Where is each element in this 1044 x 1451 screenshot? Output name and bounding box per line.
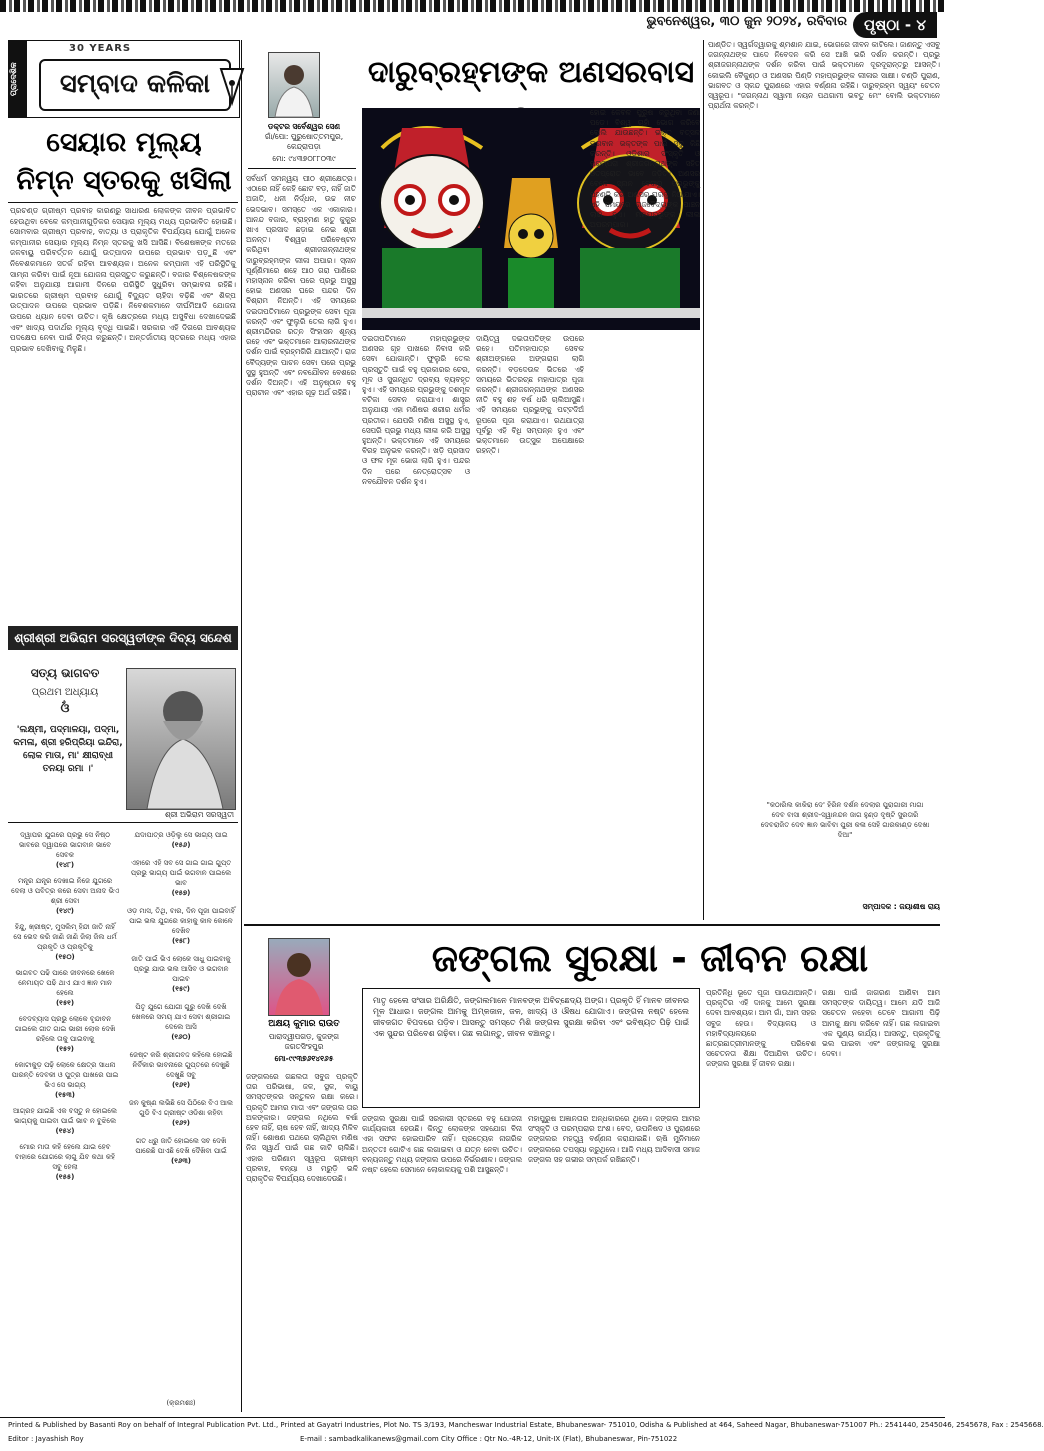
left-article-body: ପ୍ରଚଣ୍ଡ ଗ୍ରୀଷ୍ମ ପ୍ରବାହ କାରଣରୁ ସାଧାରଣ ଲୋକଙ୍କ ଜୀବନ ପ୍ରଭାବିତ ହେଉଥିବା ବେଳେ କମ୍ପାନୀଗୁଡ଼ିକର ସେୟାର ମୂଲ୍ୟ ମଧ୍ୟ ପ୍ରଭାବିତ ହୋଇଛି। ସୋମବାର ଗ୍ରୀଷ୍ମ ପ୍ରବାହ, ବାତ୍ୟା ଓ ପ୍ରାକୃତିକ ବିପର୍ଯ୍ୟୟ ଯୋଗୁଁ ଅନେକ କମ୍ପାନୀର ସେୟାର ମୂଲ୍ୟ ନିମ୍ନ ସ୍ତରକୁ ଖସି ଆସିଛି। ବିଶେଷଜ୍ଞଙ୍କ ମତରେ ଜଳବାୟୁ ପରିବର୍ତ୍ତନ ଯୋଗୁଁ ଉତ୍ପାଦନ ଉପରେ ପ୍ରଭାବ ପଡ଼ୁଛି ଏବଂ ନିବେଶକମାନେ ସତର୍କ ରହିବା ଆବଶ୍ୟକ। ଅନେକ କମ୍ପାନୀ ଏହି ପରିସ୍ଥିତିକୁ ସାମ୍ନା କରିବା ପାଇଁ ନୂଆ ଯୋଜନା ପ୍ରସ୍ତୁତ କରୁଛନ୍ତି। ବଜାର ବିଶ୍ଳେଷକଙ୍କ କହିବା ଅନୁଯାୟୀ ଆଗାମୀ ଦିନରେ ପରିସ୍ଥିତି ସୁଧୁରିବା ସମ୍ଭାବନା ରହିଛି। ଭାରତରେ ଗ୍ରୀଷ୍ମ ପ୍ରବାହ ଯୋଗୁଁ ବିଦ୍ୟୁତ ଚାହିଦା ବଢ଼ିଛି ଏବଂ ଶିଳ୍ପ ଉତ୍ପାଦନ ଉପରେ ପ୍ରଭାବ ପଡ଼ିଛି। ନିବେଶକମାନେ ଦୀର୍ଘମିଆଦି ଯୋଜନା ଉପରେ ଧ୍ୟାନ ଦେବା ଉଚିତ। କୃଷି କ୍ଷେତ୍ରରେ ମଧ୍ୟ ଅସୁବିଧା ଦେଖାଦେଇଛି ଏବଂ ଖାଦ୍ୟ ପଦାର୍ଥର ମୂଲ୍ୟ ବୃଦ୍ଧି ପାଇଛି। ସରକାର ଏହି ଦିଗରେ ଆବଶ୍ୟକ ପଦକ୍ଷେପ ନେବା ପାଇଁ ଚିନ୍ତା କରୁଛନ୍ତି। ଅନ୍ତର୍ଜାତୀୟ ସ୍ତରରେ ମଧ୍ୟ ଏହାର ପ୍ରଭାବ ଦେଖିବାକୁ ମିଳୁଛି।: [10, 206, 236, 353]
sermon-footnote: (କ୍ରମଶଃ): [166, 1399, 196, 1407]
verses-right-column: [126, 830, 236, 1174]
footer-contact: E-mail : sambadkalikanews@gmail.com City Office : Qtr No.-4R-12, Unit-IX (Flat), Bhubaneswar, Pin-751022: [300, 1435, 678, 1443]
sermon-title: ସତ୍ୟ ଭାଗବତ: [30, 666, 100, 680]
portrait-silhouette-icon: [269, 939, 329, 1015]
saint-photo-caption: ଶ୍ରୀ ଅଭିରାମ ସରସ୍ୱତୀ: [164, 810, 234, 819]
author-phone: ମୋ: ୯୪୩୭୦୮୮୦୩୯: [272, 154, 336, 163]
verses-left-column: [10, 830, 120, 1188]
verse: ଓଡ଼ ମାସ, ତିଥି, ବାର, ଦିନ ପୂଜା ପାଇବାହିଁ ପାଇ ଭଲ ଯୁଗରେ କାହାକୁ କାଳ କୋଳେ ଦେଖିବ (୧୫୮): [127, 907, 235, 945]
forest-article-col2: ଜଙ୍ଗଲ ସୁରକ୍ଷା ପାଇଁ ସରକାରୀ ସ୍ତରରେ ବହୁ ଯୋଜନା କାର୍ଯ୍ୟକାରୀ ହେଉଛି। କିନ୍ତୁ ଲୋକଙ୍କ ସହଯୋଗ ବିନା ଏହା ସଫଳ ହୋଇପାରିବ ନାହିଁ। ପ୍ରତ୍ୟେକ ନାଗରିକ ଅନ୍ତତଃ ଗୋଟିଏ ଗଛ ଲଗାଇବା ଓ ଯତ୍ନ ନେବା ଉଚିତ। ବନ୍ୟଜନ୍ତୁ ମଧ୍ୟ ଜଙ୍ଗଲ ଉପରେ ନିର୍ଭରଶୀଳ। ଜଙ୍ଗଲ ନଷ୍ଟ ହେଲେ ସେମାନେ ଲୋକାଳୟକୁ ପଶି ଆସୁଛନ୍ତି।: [362, 1114, 523, 1175]
top-decorative-border: [0, 0, 945, 12]
portrait-silhouette-icon: [127, 669, 235, 809]
forest-author-address: ପାରାଦ୍ୱୀପଗଡ଼, କୁଜଙ୍ଗ: [268, 1032, 340, 1041]
sermon-chapter: ପ୍ରଥମ ଅଧ୍ୟାୟ: [31, 687, 99, 698]
verse: ଜେଷ୍ଟ କରି ଶ୍ରୀଗବଦ୍ଦ କହିଲେ ହୋଇଛି ନିର୍ବିକାର ଭାବନାରେ ଗୁପ୍ତରେ ଦେଖୁଛି ଦେଖୁଛି ସବୁ (୧୬୧): [129, 1051, 233, 1089]
verse: କୋଟାକୁଡ଼ ପଢ଼ି ଲୋକେ କ୍ଷେତ୍ର ସାଧନା ପାରନ୍ତି ଦେବକୀ ଓ ପୁତ୍ର ପାଖରେ ପାଇ ଭିଏ ସେ ଭାଗ୍ୟ (୧୫୩): [11, 1061, 119, 1099]
forest-intro-box: ମାତୃ ହେଲେ ସଂସାର ଅରିକ୍ଷିତି, ଜଙ୍ଗଲମାନେ ମାନବଙ୍କ ଅବିଚ୍ଛେଦ୍ୟ ଅଙ୍ଗ। ପ୍ରକୃତି ହିଁ ମାନବ ଜୀବନର ମୂଳ ଆଧାର। ଜଙ୍ଗଲ ଆମକୁ ଅମ୍ଳଜାନ, ଜଳ, ଖାଦ୍ୟ ଓ ଔଷଧ ଯୋଗାଏ। ଜଙ୍ଗଲ ନଷ୍ଟ ହେଲେ ଜୀବଜଗତ ବିପଦରେ ପଡ଼ିବ। ଆସନ୍ତୁ ସମସ୍ତେ ମିଶି ଜଙ୍ଗଲ ସୁରକ୍ଷା କରିବା ଏବଂ ଭବିଷ୍ୟତ ପିଢ଼ି ପାଇଁ ଏକ ସୁନ୍ଦର ପରିବେଶ ଗଢ଼ିବା। ଗଛ ଲଗାନ୍ତୁ, ଜୀବନ ବଞ୍ଚାନ୍ତୁ।: [362, 988, 700, 1108]
footer: [0, 1417, 1044, 1451]
author-box-rule: [248, 168, 356, 169]
forest-article-col3: ମହାପୁରୁଷ ଅଜ୍ଞାନତାର ଅନ୍ଧକାରରେ ଥିଲେ। ଜଙ୍ଗଲ ଆମର ସଂସ୍କୃତି ଓ ପରମ୍ପରାର ଅଂଶ। ବେଦ, ଉପନିଷଦ ଓ ପୁରାଣରେ ଜଙ୍ଗଲର ମହତ୍ତ୍ୱ ବର୍ଣ୍ଣନା କରାଯାଇଛି। ଋଷି ମୁନିମାନେ ଜଙ୍ଗଲରେ ତପସ୍ୟା କରୁଥିଲେ। ଆଜି ମଧ୍ୟ ଆଦିବାସୀ ସମାଜ ଜଙ୍ଗଲ ସହ ଗଭୀର ସମ୍ପର୍କ ରଖିଛନ୍ତି।: [528, 1114, 700, 1164]
verse: ଗତ ଧ୍ରୁ ଜାତି ହୋଇଲେ ସବ ଦେଖି ପାରେଛି ପାଏଛି ଦେଖି ଦୈଖିବା ପାଇଁ (୧୬୩): [135, 1137, 227, 1165]
verse: ମନ୍ତ୍ର ଯନ୍ତ୍ର ଦେଖାଇ ନିଜେ ଯୁଗରେ ଦେଲା ଓ ପବିତ୍ର କରେ ସେବା ଅନାଦ ଭିଏ ଶ୍ରୀ ସେବା (୧୪୯): [11, 877, 119, 915]
verse: ଆଗ୍ରହ ଯାଇଛି ଏକ ବସ୍ତୁ ନ ହୋଇଲେ ଭାଗ୍ୟକୁ ପାଇବା ପାଇଁ ଭାବ ନ ବୁଝିଲେ (୧୫୪): [12, 1107, 118, 1135]
left-headline-rule: [8, 202, 238, 203]
verse: ଜାତି ପାଇଁ ଭିଏ ଲୋକେ ସାଧୁ ପାଇବାକୁ ପ୍ରଭୁ ଯାଉ ଭଲ ଆସିବ ଓ ଭଗବାନ ପାଇବ (୧୫୯): [131, 955, 231, 993]
verse: ଯଦାପାତ୍ର ଓଡ଼ିଲୁ ସେ ଭାଗ୍ୟ ପାଇ (୧୫୬): [134, 831, 228, 849]
main-article-col2: ଦଇତାପତିମାନେ ମହାପ୍ରଭୁଙ୍କ ଅଣସର ଗୃହ ପାଖରେ ନିବାସ କରି ସେବା ଯୋଗାନ୍ତି। ଫୁଲୁରି ତେଲ ପ୍ରସ୍ତୁତି ପାଇଁ ବହୁ ପ୍ରକାରର ଚେର, ମୂଳ ଓ ସୁଗନ୍ଧିତ ଦ୍ରବ୍ୟ ବ୍ୟବହୃତ ହୁଏ। ଏହି ସମୟରେ ପ୍ରଭୁଙ୍କୁ ଦଶମୂଳ ବଟିକା ସେବନ କରାଯାଏ। ଶାସ୍ତ୍ର ଅନୁଯାୟୀ ଏହା ମଣିଷର ଶରୀର ଧର୍ମର ପ୍ରତୀକ। ଯେପରି ମଣିଷ ଅସୁସ୍ଥ ହୁଏ, ସେପରି ପ୍ରଭୁ ମଧ୍ୟ ଲୀଳା କରି ଅସୁସ୍ଥ ହୁଅନ୍ତି। ଭକ୍ତମାନେ ଏହି ସମୟରେ ବିରହ ଅନୁଭବ କରନ୍ତି। ଖଡ଼ି ପ୍ରସାଦ ଓ ଫଳ ମୂଳ ଭୋଗ ଲାଗି ହୁଏ। ପନ୍ଦର ଦିନ ପରେ ନେତ୍ରୋତ୍ସବ ଓ ନବଯୌବନ ଦର୍ଶନ ହୁଏ।: [362, 334, 470, 486]
sermon-divider: [8, 822, 238, 823]
verse: ଦ୍ୱାପର ଯୁଗରେ ପ୍ରଭୁ ସେ ନିଷ୍ଠ ଭାବରେ ଦ୍ୱାପରେ ଭାଗବାନ ଭାବେ ସେବକ (୧୪୮): [18, 831, 112, 869]
forest-author-photo: [268, 938, 330, 1016]
header-date: ଭୁବନେଶ୍ୱର, ୩୦ ଜୁନ ୨୦୨୪, ରବିବାର: [646, 14, 847, 29]
sermon-invocation: 'ଲକ୍ଷ୍ମୀ, ପଦ୍ମାଳୟା, ପଦ୍ମା, କମଳା, ଶ୍ରୀ ହରିପ୍ରିୟା ଇନ୍ଦିରା, ଲୋକ ମାତା, ମା' କ୍ଷୀରାବ୍ଧୀ ତନୟା ରମା ।': [13, 725, 123, 774]
masthead: [8, 40, 240, 118]
forest-article-col5: ରକ୍ଷା ପାଇଁ ଜାଗରଣ ଆଣିବା ଆମ ସମସ୍ତଙ୍କ ଦାୟିତ୍ୱ। ଆମେ ଯଦି ଆଜି ସଚେତନ ନହେବା ତେବେ ଆଗାମୀ ପିଢ଼ି ଆମକୁ କ୍ଷମା କରିବେ ନାହିଁ। ଗଛ ଲଗାଇବା ଏକ ପୁଣ୍ୟ କାର୍ଯ୍ୟ। ଆସନ୍ତୁ, ପ୍ରକୃତିକୁ ଭଲ ପାଇବା ଏବଂ ଜଙ୍ଗଲକୁ ସୁରକ୍ଷା ଦେବା।: [822, 988, 940, 1059]
main-article-signature: ସମ୍ପାଦକ : ଜୟାଶୀଷ ରାୟ: [862, 902, 940, 911]
forest-author-name: ଅକ୍ଷୟ କୁମାର ରାଉତ: [268, 1019, 340, 1029]
verse: ଏହାରେ ଏହି ସବ ସେ ଗାଇ ଗାଇ ଗୁପ୍ତ ପ୍ରଭୁ ଭାଗ୍ୟ ପାଇଁ ଭଗବାନ ପାଇଲେ ଭାବ (୧୫୭): [130, 859, 232, 897]
main-article-headline: ଦାରୁବ୍ରହ୍ମଙ୍କ ଅଣସରବାସ: [367, 55, 695, 90]
column-rule: [703, 40, 704, 920]
masthead-side-label: ପ୍ରାଦେଶିକ: [9, 41, 27, 117]
author-address: ଗାଁ/ପୋ: ପୁରୁଷୋତ୍ତମପୁର,: [264, 132, 344, 141]
author-photo: [268, 52, 320, 118]
column-rule: [241, 40, 242, 1412]
author-name: ଡକ୍ଟର ସର୍ବେଶ୍ୱର ସେଣ: [267, 122, 341, 131]
page-number-badge: ପୃଷ୍ଠା - ୪: [853, 12, 937, 38]
portrait-silhouette-icon: [269, 53, 319, 117]
main-article-col4: ହୋଇ କେବଳ ପୁରୁଷ କରୁଥିବା ଜଣା ପଡ଼େ। ବିଶ୍ୱ ଚାହାଁ ଭୋଗ କରିବେ ବୋଲି ଯାଉଛନ୍ତି। ଭକ୍ତ ବତ୍ସଳ ଭଗବାନ ଭକ୍ତଙ୍କ ପାଇଁ ସବୁ କିଛି କରନ୍ତି। ଓଡ଼ିଶାର ସଂସ୍କୃତି ଓ ପରମ୍ପରା ଶ୍ରୀଜଗନ୍ନାଥଙ୍କ ସହିତ ଓତପ୍ରୋତ ଭାବେ ଜଡ଼ିତ। ଅଣସର ବେଳେ ସ୍ନାନ ବେଦୀରୁ ପ୍ରଭୁଙ୍କୁ ପହଣ୍ଡି କରି ଅଣସର ଘରକୁ ନିଆଯାଏ। ଏହି ସମୟରେ ରାଜବୈଦ୍ୟଙ୍କ ପାଞ୍ଚନ ଲାଗି ହୁଏ। ମହାପ୍ରଭୁଙ୍କ ଲୀଳା ଅପରମ୍ପାର।: [590, 108, 700, 230]
verse: ପିତୃ ଯୁଗେ ଯୋଗୀ ଗୁରୁ ଦେଖି ଦେଖି ଖେଳରେ ସମୟ ଯାଏ ସେବା ଶ୍ରୀଗାଇ ଦେଲେ ଆସି (୧୬୦): [131, 1003, 231, 1041]
forest-article-col1: ଜଙ୍ଗଲରେ ଗଛଲତା ସବୁଜ ପ୍ରକୃତି ତାର ପରିଭାଷା, ଜଳ, ସ୍ଥଳ, ବାୟୁ ସମସ୍ତଙ୍କର ସନ୍ତୁଳନ ରକ୍ଷା କରେ। ପ୍ରକୃତି ଆମର ମାତା ଏବଂ ଜଙ୍ଗଲ ତାର ଅଳଙ୍କାର। ଜଙ୍ଗଲ ନଥିଲେ ବର୍ଷା ହେବ ନାହିଁ, ଚାଷ ହେବ ନାହିଁ, ଖାଦ୍ୟ ମିଳିବ ନାହିଁ। ଶୋଷଣ ପଥରେ ଚାଲିଥିବା ମଣିଷ ନିଜ ସ୍ୱାର୍ଥ ପାଇଁ ଗଛ କାଟି ଚାଲିଛି। ଏହାର ପରିଣାମ ସ୍ୱରୂପ ଗ୍ରୀଷ୍ମ ପ୍ରବାହ, ବନ୍ୟା ଓ ମରୁଡ଼ି ଭଳି ପ୍ରାକୃତିକ ବିପର୍ଯ୍ୟୟ ଦେଖାଦେଉଛି।: [246, 1072, 358, 1184]
verse: ମୋର ମାତା କହି ହେଲେ ଯାଇ ହେବ ବାହାରେ ଯୋଗରେ ଲାଗୁ ଯିବ କଥା କହି ସବୁ ହେଲା (୧୫୫): [14, 1143, 116, 1181]
forest-author-district: ଜଗତସିଂହପୁର: [284, 1042, 324, 1051]
forest-author-phone: ମୋ-୯୯୩୭୬୧୪୧୬୫: [274, 1054, 334, 1063]
sermon-banner: ଶ୍ରୀଶ୍ରୀ ଅଭିରାମ ସରସ୍ୱତୀଙ୍କ ଦିବ୍ୟ ସନ୍ଦେଶ: [8, 626, 238, 650]
verse: ଜନ କୁଷ୍ଣ ଲଭିଛି ସେ ପିଠିରେ ବିଏ ଆଲ ଗୁଡି ବିଏ ଗ୍ରୀଷ୍ଟ ଓଡିଶା କହିବା (୧୬୨): [128, 1099, 234, 1127]
verse: ବେଦବ୍ୟାସ ପ୍ରଭୁ ଲୋକେ ବୃନ୍ଦାବନ ଗାଇଲେ ଗୀତ ଗାଇ ଭାରୀ ଲୋକ ଦେଖି ରହିଲେ ତାକୁ ପାଇବାକୁ (୧୫୨): [14, 1015, 116, 1053]
pen-nib-icon: [217, 67, 247, 107]
sermon-om: ଓଁ: [60, 701, 70, 716]
footer-editor: Editor : Jayashish Roy: [8, 1435, 84, 1443]
forest-article-col4: ପ୍ରତିନିଧି ଭୂତେ ପୂଜା ପାଉଥାଆନ୍ତି। ପ୍ରକୃତିର ଏହି ଦାନକୁ ଆମେ ସୁରକ୍ଷା ଦେବା ଆବଶ୍ୟକ। ଆମ ଗାଁ, ଆମ ସହର ସବୁଜ ହେଉ। ବିଦ୍ୟାଳୟ ଓ ମହାବିଦ୍ୟାଳୟରେ ଛାତ୍ରଛାତ୍ରୀମାନଙ୍କୁ ପରିବେଶ ସଚେତନତା ଶିକ୍ଷା ଦିଆଯିବା ଉଚିତ। ଜଙ୍ଗଲ ସୁରକ୍ଷା ହିଁ ଜୀବନ ରକ୍ଷା।: [706, 988, 816, 1069]
saint-photo: [126, 668, 236, 810]
masthead-years: 30 YEARS: [69, 43, 132, 54]
author-district: କେନ୍ଦ୍ରାପଡ଼ା: [287, 142, 321, 151]
forest-article-headline: ଜଙ୍ଗଲ ସୁରକ୍ଷା - ଜୀବନ ରକ୍ଷା: [431, 936, 869, 980]
footer-imprint: Printed & Published by Basanti Roy on behalf of Integral Publication Pvt. Ltd., Printed at Gayatri Industries, Plot No. TS 3/193, Mancheswar Industrial Estate, Bhubaneswar- 751010, Odisha & Published at 464, Saheed Nagar, Bhubaneswar-751007 Ph.: 2541440, 2545046, 2545678, Fax : 2545668.: [8, 1421, 1044, 1429]
main-article-col3: ଦାୟିତ୍ୱ ଦଇତାପତିଙ୍କ ଉପରେ ରହେ। ପତିମହାପାତ୍ର ସେବକ ଶ୍ରୀଅଙ୍ଗରେ ଅଙ୍ଗରାଗ ଲାଗି କରନ୍ତି। ବଡ଼ଦେଉଳ ଭିତରେ ଏହି ସମୟରେ ଭିତରଚ୍ଛ ମହାପାତ୍ର ପୂଜା କରନ୍ତି। ଶ୍ରୀଜଗନ୍ନାଥଙ୍କ ଅଣସର ନୀତି ବହୁ ଶହ ବର୍ଷ ଧରି ଚାଲିଆସୁଛି। ଏହି ସମୟରେ ପ୍ରଭୁଙ୍କୁ ପଟ୍ଟଦିଅଁ ରୂପରେ ପୂଜା କରାଯାଏ। ରଥଯାତ୍ରା ପୂର୍ବରୁ ଏହି ବିଧି ସମ୍ପନ୍ନ ହୁଏ ଏବଂ ଭକ୍ତମାନେ ଉତ୍ସୁକ ଅପେକ୍ଷାରେ ରହନ୍ତି।: [476, 334, 584, 456]
verse: ହିନ୍ଦୁ, ଖ୍ରୀଷ୍ଟ, ମୁସଲିମ୍ ହିନ୍ଦୀ ଜାତି ନାହିଁ ସେ ଭେଦ କରି ଜାଣି ଜାଣି ଜିଲା ଜିଲ ଧର୍ମ ପ୍ରକୃତି ଓ ପ୍ରକୃତିକୁ (୧୫୦): [13, 923, 117, 961]
main-article-col5: ପାଣ୍ଡିତ। ସ୍ୱର୍ଗଦ୍ୱାରକୁ ଶ୍ମଶାନ ଯାଇ, ଭୋଗରେ ଜୀବନ କାଟିଲେ। ଜାଣନ୍ତୁ ଏସବୁ ଜଗନ୍ନାଥଙ୍କ ପାଦେ ନିବେଦନ କରି ସେ ଆଖି ଭରି ଦର୍ଶନ କରନ୍ତି। ପ୍ରଭୁ ଶ୍ରୀଜଗନ୍ନାଥଙ୍କ ଦର୍ଶନ କରିବା ପାଇଁ ଭକ୍ତମାନେ ଦୂରଦୂରାନ୍ତରୁ ଆସନ୍ତି। କୋଇଲି ବୈକୁଣ୍ଠ ଓ ଅଣସର ପିଣ୍ଡି ମହାପ୍ରଭୁଙ୍କ ଲୀଳାର ସାକ୍ଷୀ। ଚଣ୍ଡି ପୁରାଣ, ଭାଗବତ ଓ ସ୍କନ୍ଦ ପୁରାଣରେ ଏହାର ବର୍ଣ୍ଣନା ରହିଛି। ଦାରୁବ୍ରହ୍ମ ସ୍ୱୟଂ ଚେତନ ସ୍ୱରୂପ। "ଜଗନ୍ନାଥ ସ୍ୱାମୀ ନୟନ ପଥଗାମୀ ଭବତୁ ମେ" ବୋଲି ଭକ୍ତମାନେ ପ୍ରାର୍ଥନା କରନ୍ତି।: [708, 40, 940, 111]
main-article-quote: "କଠାରିଲ କାକିରା ଦେ' ହିରିନ ଦର୍ଶନ ଦେଲାର ପୁରାଗାରୀ ମାଗା ଦେବ ବାସା ଶ୍ରୀଦ-ସ୍ୱାନନ୍ଦନ ଜାଗ ହୁଣ୍ଡ ଦୃଷ୍ଟି ସୁରତାରି ଦେବରାଜିତ ଦେବ ଜ୍ଞାନ ଭାବିବା ପୁରୀ କଳା ସେହି ଗାରକାଣ୍ଡ ଦେଖା ଦିଆ": [760, 801, 930, 839]
left-article-headline: ସେୟାର ମୂଲ୍ୟ ନିମ୍ନ ସ୍ତରକୁ ଖସିଲା: [16, 127, 232, 196]
masthead-title: ସମ୍ବାଦ କଳିକା: [39, 59, 231, 111]
main-article-col1: ସର୍ବଧର୍ମ ସମନ୍ୱୟ ପୀଠ ଶ୍ରୀକ୍ଷେତ୍ର। ଏଠାରେ ନାହିଁ କେହି ଛୋଟ ବଡ଼, ନାହିଁ ଜାତି ଅଜାତି, ଧନୀ ନିର୍ଦ୍ଧନ, ଉଚ୍ଚ ନୀଚ ଭେଦଭାବ। ସମସ୍ତେ ଏକ ଏକାକାର। ଆନନ୍ଦ ବଜାର, ବ୍ରାହ୍ମଣ ହାତୁ କୁକୁର ଖାଏ ପ୍ରସାଦ ଛଡ଼ାଇ ନେଇ ଶ୍ରୀ ଅନନ୍ତ। ବିଶ୍ୱର ପରିବେଷ୍ଟନ କରିଥିବା ଶ୍ରୀଜଗନ୍ନାଥଙ୍କ ଦାରୁବ୍ରହ୍ମଙ୍କ ଲୀଳା ଅପାର। ସ୍ନାନ ପୂର୍ଣ୍ଣିମାରେ ଶହେ ଆଠ ଗରା ପାଣିରେ ମହାସ୍ନାନ କରିବା ପରେ ପ୍ରଭୁ ଅସୁସ୍ଥ ହୋଇ ଅଣସର ଘରେ ପନ୍ଦର ଦିନ ବିଶ୍ରାମ ନିଅନ୍ତି। ଏହି ସମୟରେ ଦଇତାପତିମାନେ ପ୍ରଭୁଙ୍କ ସେବା ପୂଜା କରନ୍ତି ଏବଂ ଫୁଲୁରି ତେଲ ଲାଗି ହୁଏ। ଶ୍ରୀମନ୍ଦିରର ରତ୍ନ ସିଂହାସନ ଶୂନ୍ୟ ରହେ ଏବଂ ଭକ୍ତମାନେ ଆଲାରନାଥଙ୍କ ଦର୍ଶନ ପାଇଁ ବ୍ରହ୍ମଗିରି ଯାଆନ୍ତି। ରାଜ ବୈଦ୍ୟଙ୍କ ପାଚନ ସେବା ପରେ ପ୍ରଭୁ ସୁସ୍ଥ ହୁଅନ୍ତି ଏବଂ ନବଯୌବନ ବେଶରେ ଦର୍ଶନ ଦିଅନ୍ତି। ଏହି ଅନୁଷ୍ଠାନ ବହୁ ପ୍ରାଚୀନ ଏବଂ ଏହାର ଗୂଢ଼ ଅର୍ଥ ରହିଛି।: [246, 174, 356, 398]
section-divider: [244, 924, 940, 926]
verse: ଭାଗବତ ପଢି ପାରେ ଜୀବନରେ ଖେଳେ ନେମାୟତ ପଢି ଥାଏ ଯାଏ ଜ୍ଞାନ ମାନ ହେଲେ (୧୫୧): [15, 969, 115, 1007]
